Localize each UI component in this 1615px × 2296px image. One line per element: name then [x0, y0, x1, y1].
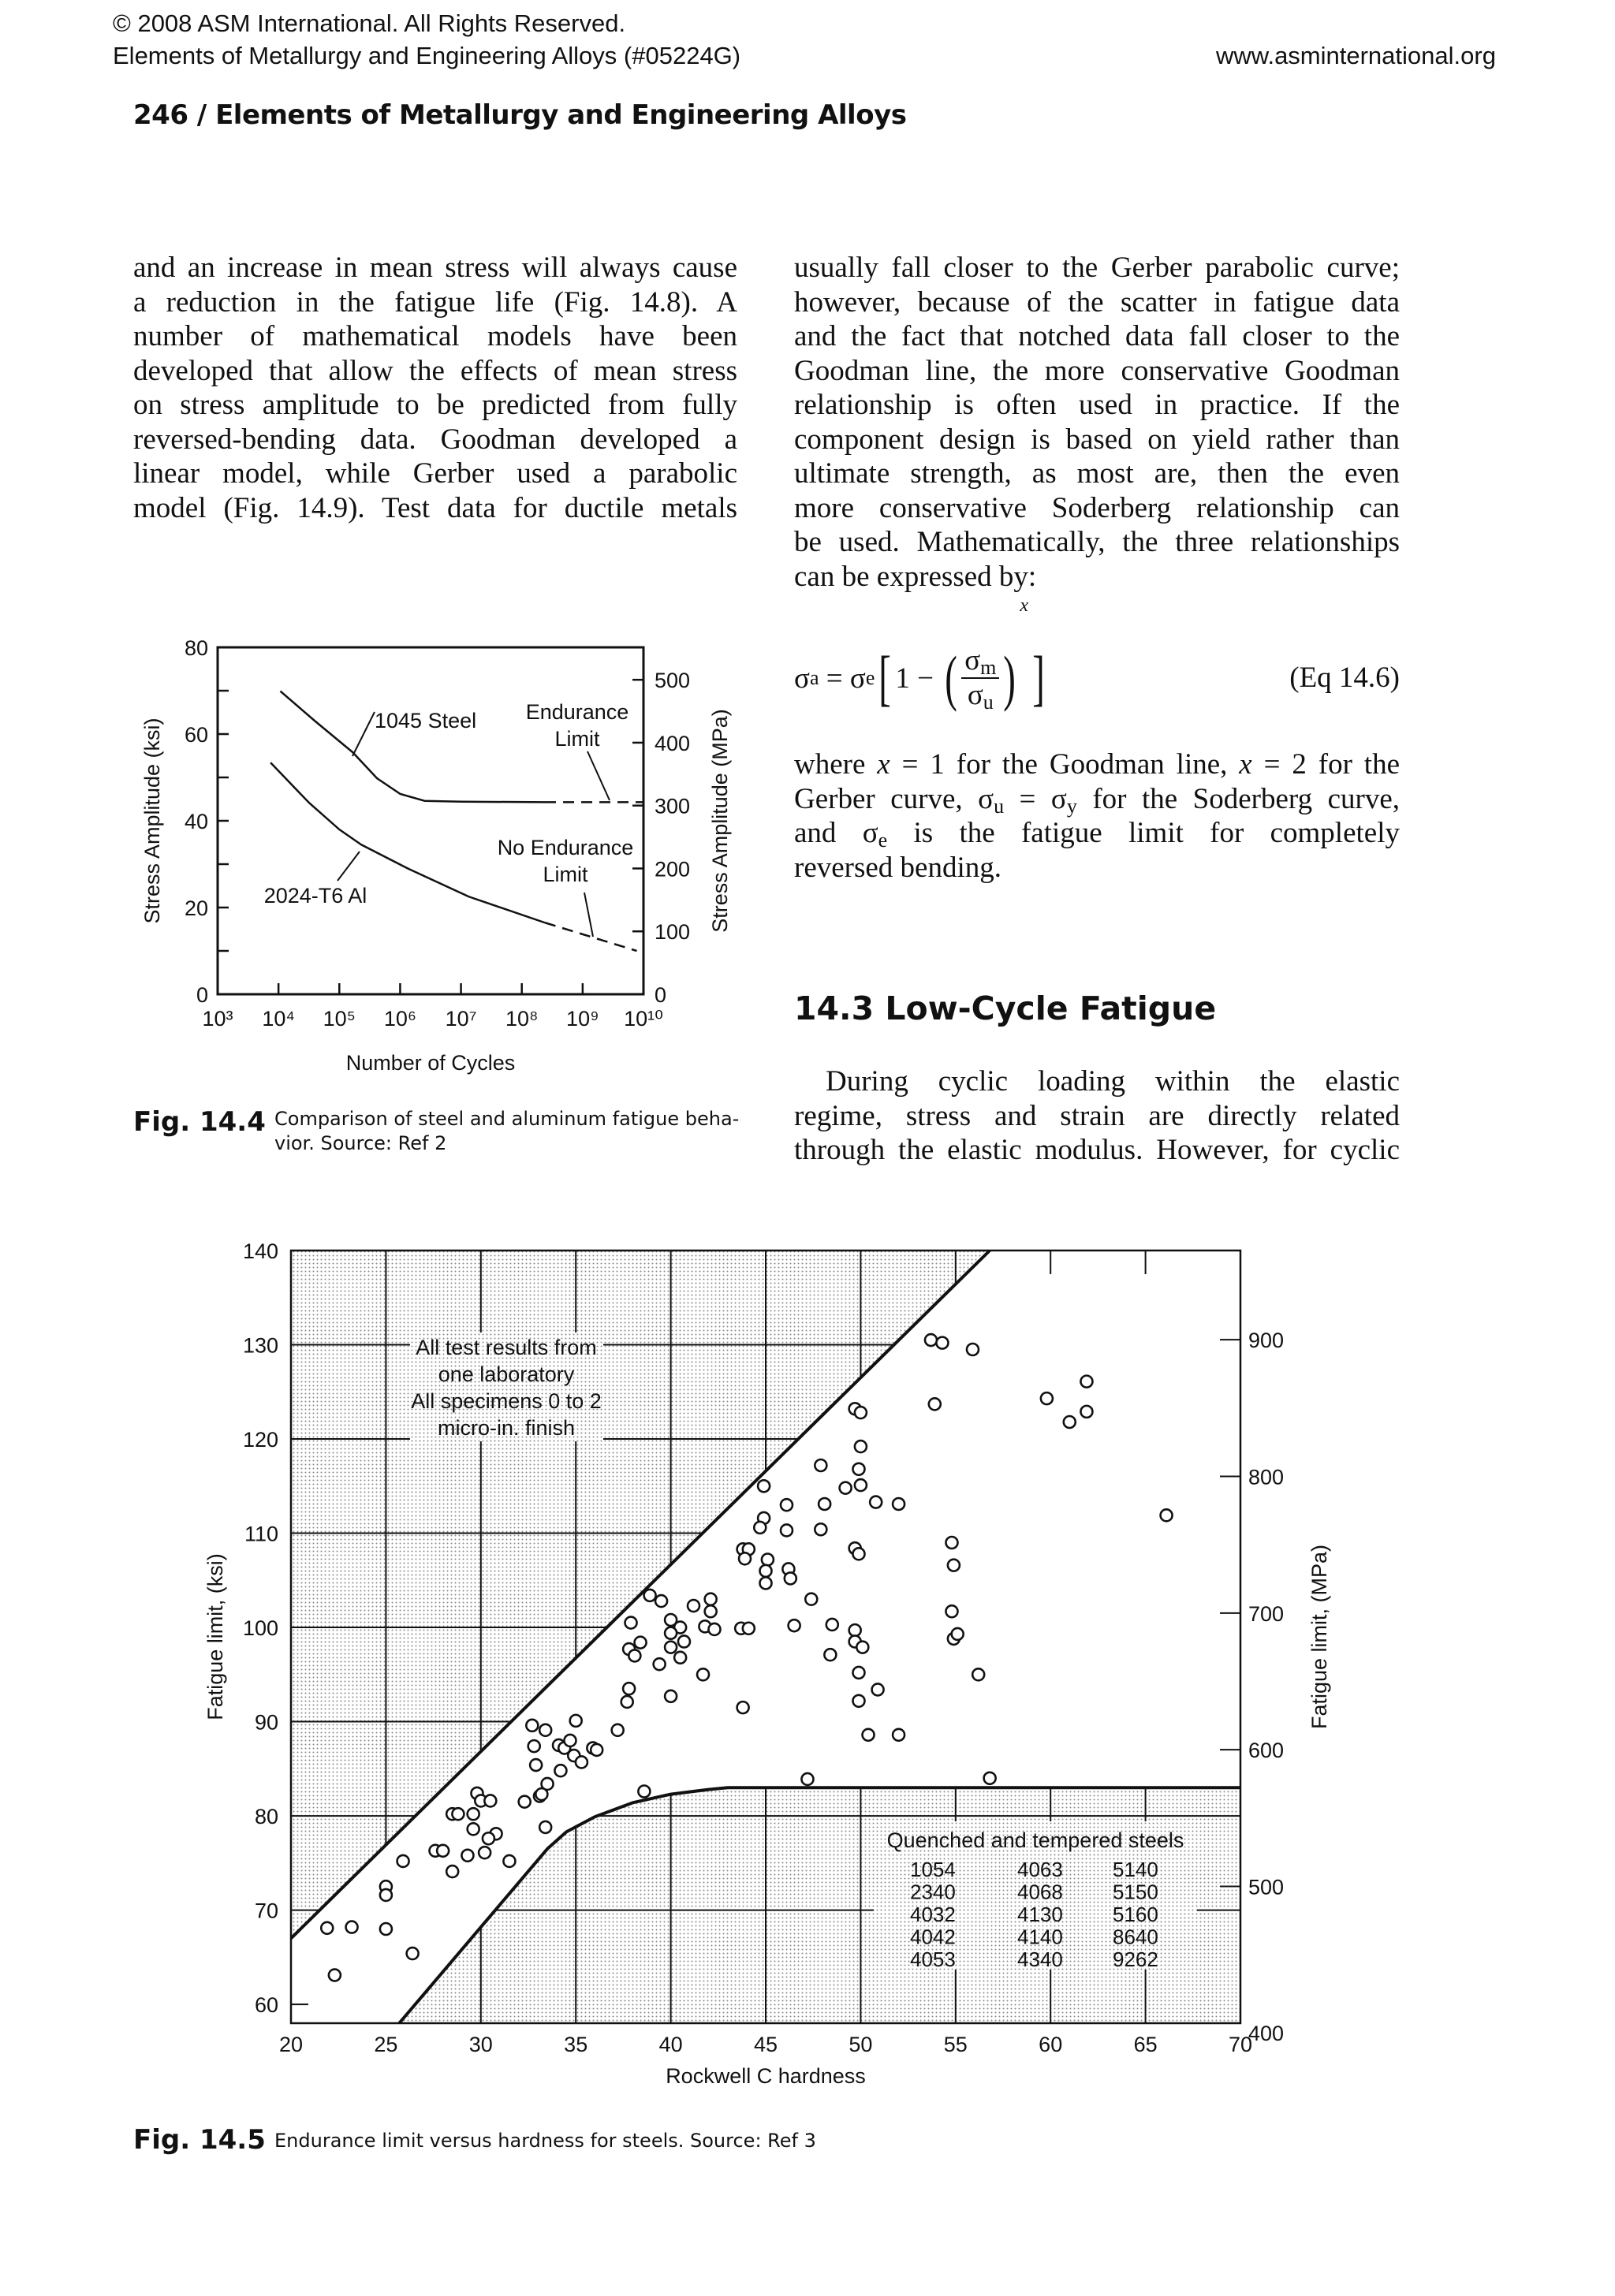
text-line: relationship is often used in practice. If the — [794, 389, 1400, 421]
y2-tick-label: 900 — [1248, 1329, 1285, 1353]
y-axis-title: Fatigue limit, (ksi) — [203, 1553, 227, 1720]
figure-number: Fig. 14.5 — [133, 2124, 266, 2156]
x-tick-label: 10⁹ — [566, 1007, 599, 1031]
data-point — [819, 1498, 830, 1510]
data-point — [852, 1695, 864, 1707]
data-point — [948, 1560, 960, 1571]
eq-sigma-e: σ — [849, 662, 866, 695]
data-point — [893, 1729, 904, 1741]
x-tick-label: 35 — [564, 2033, 588, 2056]
text-line: ultimate strength, as most are, then the even — [794, 457, 1400, 490]
data-point — [612, 1724, 624, 1736]
data-point — [437, 1845, 449, 1857]
text-run: is the fatigue limit for completely — [887, 817, 1400, 849]
data-point — [483, 1832, 494, 1844]
x-tick-label: 30 — [468, 2033, 493, 2056]
x-tick-label: 10⁷ — [445, 1007, 477, 1031]
legend-steel-grade: 4063 — [1017, 1858, 1063, 1881]
y2-tick-label: 400 — [655, 731, 691, 755]
leader-line — [338, 852, 360, 881]
data-point — [461, 1850, 473, 1862]
legend-steel-grade: 4042 — [910, 1925, 956, 1949]
y2-tick-label: 200 — [655, 857, 691, 882]
y2-tick-label: 800 — [1248, 1465, 1285, 1489]
data-point — [852, 1667, 864, 1679]
data-point — [967, 1344, 979, 1355]
text-line: linear model, while Gerber used a parabolic — [133, 457, 737, 490]
data-point — [826, 1619, 838, 1631]
x-tick-label: 10⁴ — [262, 1007, 295, 1031]
y2-tick-label: 500 — [655, 669, 691, 693]
annotation-label: Limit — [554, 727, 600, 751]
x-tick-label: 25 — [374, 2033, 398, 2056]
y-tick-label: 90 — [254, 1710, 278, 1735]
data-point — [321, 1922, 333, 1934]
leader-line — [587, 751, 610, 800]
data-point — [760, 1577, 772, 1589]
text-run: y — [1066, 794, 1077, 818]
x-tick-label: 20 — [278, 2033, 304, 2056]
y2-axis-title: Fatigue limit, (MPa) — [1307, 1544, 1331, 1730]
figure-caption: Endurance limit versus hardness for steels. Source: Ref 3 — [274, 2130, 816, 2152]
data-point — [380, 1923, 392, 1935]
data-point — [621, 1696, 633, 1708]
text-line: and the fact that notched data fall closer to the — [794, 320, 1400, 352]
data-point — [872, 1683, 884, 1695]
legend-steel-grade: 5150 — [1113, 1880, 1158, 1904]
data-point — [503, 1855, 515, 1867]
data-point — [479, 1847, 490, 1858]
data-point — [855, 1441, 867, 1452]
eq-sigma-a: σ — [794, 662, 810, 695]
text-line: more conservative Soderberg relationship can — [794, 491, 1400, 524]
data-point — [855, 1407, 867, 1418]
text-run: x — [877, 748, 890, 781]
data-point — [785, 1572, 796, 1584]
legend-steel-grade: 4032 — [910, 1903, 956, 1926]
data-point — [665, 1627, 677, 1639]
copyright-notice: © 2008 ASM International. All Rights Reserved. — [113, 9, 626, 37]
x-tick-label: 40 — [658, 2033, 683, 2056]
data-point — [678, 1635, 690, 1647]
running-head: 246 / Elements of Metallurgy and Engineering Alloys — [133, 99, 907, 131]
data-point — [528, 1740, 540, 1752]
annotation-label: No Endurance — [497, 836, 634, 859]
y-tick-label: 60 — [254, 1993, 278, 2018]
text-line: and an increase in mean stress will always cause — [133, 252, 737, 284]
data-point — [530, 1759, 542, 1771]
data-point — [1161, 1509, 1173, 1521]
legend-steel-grade: 8640 — [1113, 1925, 1158, 1949]
data-point — [925, 1334, 937, 1346]
data-point — [1080, 1406, 1092, 1418]
text-line: reversed-bending data. Goodman developed a — [133, 423, 737, 456]
data-point — [737, 1702, 749, 1713]
data-point — [852, 1463, 864, 1475]
eq-denominator: σ — [967, 679, 983, 711]
text-line: a reduction in the fatigue life (Fig. 14.8). A — [133, 285, 737, 319]
y2-tick-label: 700 — [1248, 1601, 1285, 1626]
text-line: developed that allow the effects of mean stress — [133, 354, 737, 387]
data-point — [739, 1552, 751, 1564]
text-run: where — [794, 748, 878, 781]
text-line: be used. Mathematically, the three relationships — [794, 526, 1400, 558]
legend-steel-grade: 9262 — [1113, 1948, 1158, 1971]
legend-steel-grade: 5160 — [1113, 1903, 1158, 1926]
text-line: During cyclic loading within the elastic — [826, 1065, 1400, 1098]
data-point — [849, 1624, 861, 1636]
text-run: for the Soderberg curve, — [1076, 782, 1400, 815]
data-point — [564, 1735, 576, 1746]
data-point — [789, 1620, 800, 1631]
eq-one-minus: 1 − — [895, 662, 942, 695]
data-point — [526, 1720, 538, 1731]
data-point — [697, 1668, 709, 1680]
data-point — [781, 1524, 793, 1536]
y-tick-label: 60 — [184, 723, 208, 747]
data-point — [452, 1808, 464, 1820]
y2-axis-title: Stress Amplitude (MPa) — [708, 709, 732, 933]
data-point — [815, 1523, 826, 1535]
data-point — [397, 1855, 409, 1867]
data-point — [628, 1649, 640, 1661]
y-axis-title: Stress Amplitude (ksi) — [140, 718, 164, 924]
data-point — [801, 1773, 813, 1785]
data-point — [946, 1537, 957, 1549]
data-point — [539, 1724, 551, 1736]
data-point — [570, 1715, 582, 1727]
data-point — [984, 1772, 996, 1784]
data-point — [852, 1548, 864, 1560]
x-tick-label: 10⁶ — [383, 1007, 417, 1031]
data-point — [840, 1482, 852, 1494]
text-run: and σ — [794, 817, 878, 849]
y-tick-label: 70 — [254, 1899, 278, 1923]
eq-numerator: σ — [964, 644, 981, 676]
data-point — [665, 1642, 677, 1653]
data-point — [760, 1565, 772, 1577]
text-line: model (Fig. 14.9). Test data for ductile metals — [133, 491, 737, 524]
y2-tick-label: 400 — [1248, 2021, 1285, 2045]
text-run: e — [878, 829, 888, 852]
note-line: All test results from — [416, 1336, 597, 1359]
publisher-url[interactable]: www.asminternational.org — [1216, 42, 1496, 69]
text-run: x — [1239, 748, 1252, 781]
text-line: component design is based on yield rather than — [794, 423, 1400, 456]
y-tick-label: 120 — [242, 1428, 278, 1452]
caption-line: Comparison of steel and aluminum fatigue beha- — [274, 1108, 740, 1130]
y-tick-label: 20 — [184, 896, 208, 920]
legend-steel-grade: 4130 — [1017, 1903, 1063, 1926]
endurance-hardness-chart — [203, 1239, 1331, 2088]
data-point — [824, 1649, 836, 1660]
data-point — [346, 1921, 358, 1933]
legend-steel-grade: 4068 — [1017, 1880, 1063, 1904]
text-line: Goodman line, the more conservative Goodman — [794, 354, 1400, 387]
data-point — [519, 1796, 531, 1808]
text-run: u — [994, 794, 1005, 818]
data-point — [484, 1795, 496, 1806]
y2-tick-label: 100 — [655, 920, 691, 945]
leader-line — [584, 893, 593, 937]
data-point — [623, 1683, 635, 1694]
equation-14-6: σ a = σ e [ 1 − ( $\frac{\sigma_m}{\sigma_u}$ ) x ] — [794, 595, 1045, 714]
data-point — [936, 1337, 948, 1349]
data-point — [743, 1623, 755, 1634]
x-tick-label: 10⁸ — [505, 1007, 539, 1031]
x-tick-label: 10⁵ — [323, 1007, 356, 1031]
data-point — [805, 1593, 817, 1605]
data-point — [535, 1788, 547, 1800]
caption-line: vior. Source: Ref 2 — [274, 1132, 447, 1154]
figure-number: Fig. 14.4 — [133, 1106, 266, 1138]
data-point — [655, 1595, 667, 1607]
data-point — [688, 1600, 699, 1612]
data-point — [591, 1744, 602, 1756]
legend-steel-grade: 1054 — [910, 1858, 956, 1881]
legend-steel-grade: 5140 — [1113, 1858, 1158, 1881]
data-point — [1064, 1416, 1076, 1428]
data-point — [754, 1522, 766, 1534]
annotation-label: Limit — [543, 863, 588, 886]
text-line: reversed bending. — [794, 851, 1002, 884]
data-point — [380, 1889, 392, 1901]
data-point — [539, 1821, 551, 1833]
text-run: = σ — [1004, 782, 1067, 815]
note-line: micro-in. finish — [437, 1416, 576, 1440]
data-point — [446, 1866, 458, 1877]
x-tick-label: 55 — [943, 2033, 968, 2056]
x-tick-label: 10³ — [202, 1007, 233, 1031]
y-tick-label: 130 — [242, 1333, 278, 1358]
x-tick-label: 10¹⁰ — [624, 1007, 663, 1031]
data-point — [638, 1786, 650, 1798]
eq-exponent: x — [1020, 595, 1029, 616]
annotation-label: Endurance — [525, 700, 629, 724]
y2-tick-label: 600 — [1248, 1739, 1285, 1763]
data-point — [762, 1554, 774, 1566]
x-axis-title: Number of Cycles — [345, 1051, 516, 1075]
data-point — [665, 1690, 677, 1702]
legend-steel-grade: 4340 — [1017, 1948, 1063, 1971]
data-point — [893, 1498, 904, 1510]
eq-equals: = — [819, 662, 850, 695]
y-tick-label: 0 — [196, 983, 208, 1007]
data-point — [635, 1637, 647, 1649]
x-tick-label: 45 — [753, 2033, 778, 2056]
data-point — [863, 1729, 875, 1741]
data-point — [554, 1765, 566, 1776]
x-tick-label: 60 — [1039, 2033, 1063, 2056]
data-point — [576, 1756, 587, 1768]
y-tick-label: 100 — [242, 1616, 278, 1641]
text-line: through the elastic modulus. However, for cyclic — [794, 1134, 1400, 1166]
y2-tick-label: 300 — [655, 794, 691, 818]
text-line: however, because of the scatter in fatigue data — [794, 285, 1400, 319]
data-point — [1080, 1376, 1092, 1388]
data-point — [407, 1948, 419, 1959]
data-point — [1041, 1392, 1053, 1404]
annotation-label: 2024-T6 Al — [263, 884, 367, 908]
y2-tick-label: 0 — [655, 983, 667, 1007]
data-point — [929, 1398, 941, 1410]
x-tick-label: 65 — [1133, 2033, 1158, 2056]
data-point — [856, 1642, 868, 1653]
note-line: one laboratory — [438, 1362, 575, 1386]
text-line: regime, stress and strain are directly related — [794, 1099, 1400, 1132]
eq-sub: m — [980, 656, 997, 679]
fatigue-sn-chart — [140, 636, 732, 1075]
data-point — [758, 1480, 770, 1492]
legend-steel-grade: 2340 — [910, 1880, 956, 1904]
data-point — [870, 1496, 882, 1508]
text-run: = 1 for the Goodman line, — [890, 748, 1240, 781]
x-tick-label: 70 — [1228, 2033, 1253, 2056]
x-axis-title: Rockwell C hardness — [666, 2064, 866, 2088]
section-heading: 14.3 Low-Cycle Fatigue — [794, 990, 1217, 1027]
data-point — [625, 1617, 637, 1629]
note-line: All specimens 0 to 2 — [411, 1389, 602, 1413]
data-point — [946, 1605, 957, 1617]
legend-title: Quenched and tempered steels — [886, 1828, 1184, 1852]
y-tick-label: 140 — [242, 1239, 278, 1263]
data-point — [855, 1479, 867, 1491]
x-tick-label: 50 — [849, 2033, 873, 2056]
y-tick-label: 40 — [184, 810, 208, 833]
text-line: number of mathematical models have been — [133, 320, 737, 352]
data-point — [468, 1823, 479, 1835]
text-run: = 2 for the — [1251, 748, 1400, 781]
data-point — [781, 1499, 793, 1511]
data-point — [644, 1590, 656, 1601]
legend-steel-grade: 4140 — [1017, 1925, 1063, 1949]
series-line-steel — [280, 691, 545, 803]
annotation-label: 1045 Steel — [375, 709, 477, 732]
data-point — [329, 1970, 341, 1981]
eq-sub: u — [983, 691, 994, 714]
data-point — [972, 1668, 984, 1680]
y-tick-label: 80 — [254, 1805, 278, 1829]
data-point — [708, 1623, 720, 1635]
data-point — [952, 1628, 964, 1640]
text-line: on stress amplitude to be predicted from fully — [133, 389, 737, 421]
text-run: Gerber curve, σ — [794, 782, 994, 815]
data-point — [705, 1605, 717, 1617]
text-line: can be expressed by: — [794, 560, 1037, 593]
legend-steel-grade: 4053 — [910, 1948, 956, 1971]
book-reference: Elements of Metallurgy and Engineering Alloys (#05224G) — [113, 42, 741, 69]
leader-line — [352, 712, 375, 756]
y-tick-label: 110 — [244, 1522, 278, 1546]
y2-tick-label: 500 — [1248, 1875, 1285, 1899]
y-tick-label: 80 — [184, 636, 208, 660]
data-point — [468, 1808, 479, 1820]
data-point — [654, 1658, 666, 1670]
text-line: usually fall closer to the Gerber parabolic curve; — [794, 252, 1400, 284]
data-point — [674, 1652, 686, 1664]
data-point — [705, 1593, 717, 1605]
plot-frame — [218, 647, 643, 994]
equation-label: (Eq 14.6) — [1289, 662, 1400, 694]
data-point — [815, 1459, 826, 1471]
